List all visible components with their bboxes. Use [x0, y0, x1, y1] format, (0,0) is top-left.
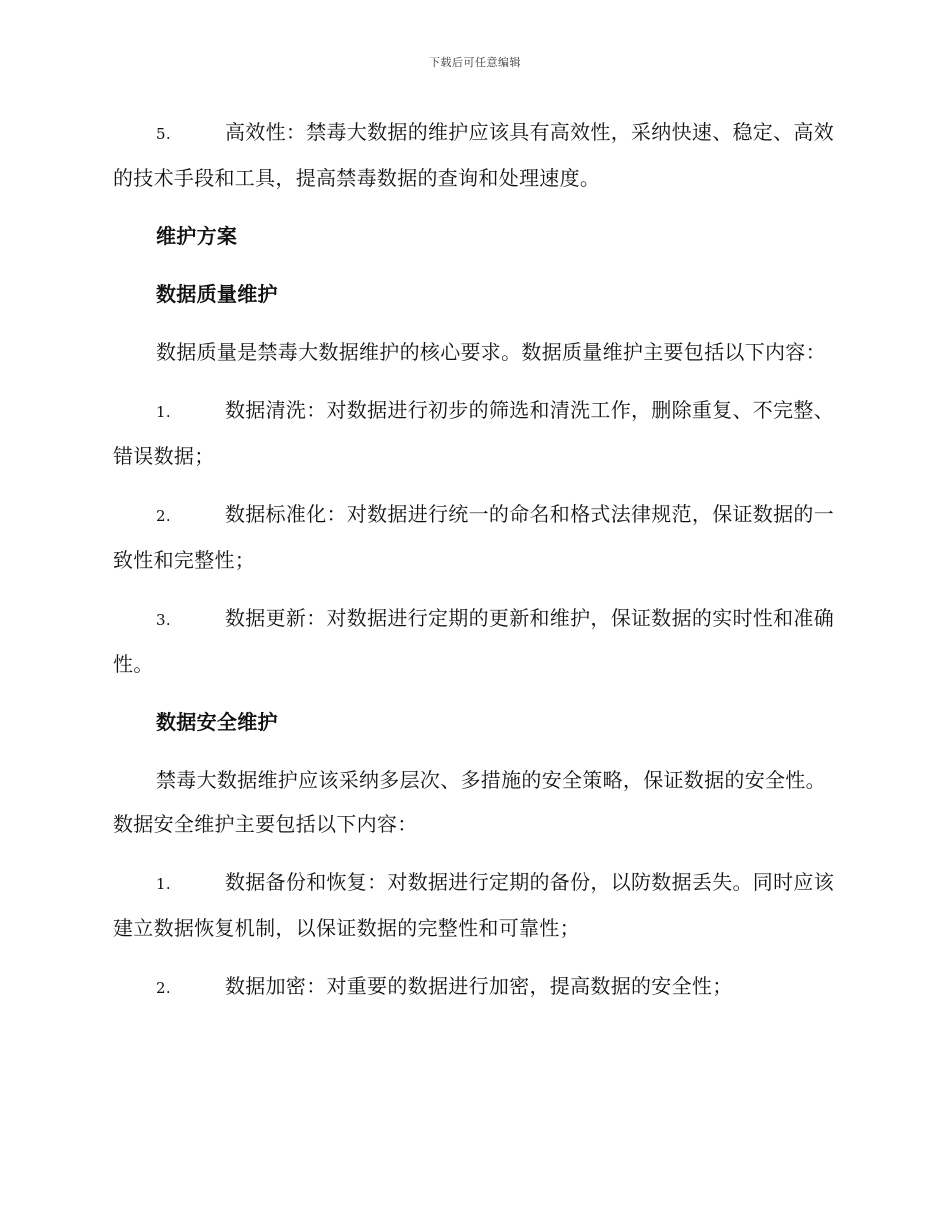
list-text: 数据清洗：对数据进行初步的筛选和清洗工作，删除重复、不完整、错误数据； — [113, 398, 834, 468]
list-text: 数据备份和恢复：对数据进行定期的备份，以防数据丢失。同时应该建立数据恢复机制，以保证数据的完整性和可靠性； — [113, 870, 834, 940]
page-header: 下载后可任意编辑 — [429, 56, 521, 69]
list-number: 2. — [156, 507, 171, 525]
list-item-data-standardization — [113, 492, 835, 582]
list-item-data-update — [113, 596, 835, 686]
list-number: 5. — [156, 125, 171, 143]
list-text: 高效性：禁毒大数据的维护应该具有高效性，采纳快速、稳定、高效的技术手段和工具，提高禁毒数据的查询和处理速度。 — [113, 120, 834, 190]
paragraph-data-security-intro: 禁毒大数据维护应该采纳多层次、多措施的安全策略，保证数据的安全性。数据安全维护主要包括以下内容： — [113, 768, 826, 836]
list-number: 1. — [156, 875, 171, 893]
list-number: 1. — [156, 403, 171, 421]
list-item-efficiency — [113, 110, 835, 200]
paragraph-data-quality-intro: 数据质量是禁毒大数据维护的核心要求。数据质量维护主要包括以下内容： — [156, 340, 826, 364]
document-body — [113, 110, 835, 1024]
list-item-data-cleaning — [113, 388, 835, 478]
list-number: 3. — [156, 611, 171, 629]
list-number: 2. — [156, 979, 171, 997]
section-heading-maintenance-plan: 维护方案 — [156, 224, 238, 248]
list-text: 数据更新：对数据进行定期的更新和维护，保证数据的实时性和准确性。 — [113, 606, 834, 676]
list-text: 数据加密：对重要的数据进行加密，提高数据的安全性； — [225, 974, 733, 998]
section-heading-data-quality: 数据质量维护 — [156, 282, 278, 306]
list-item-data-backup — [113, 860, 835, 950]
list-text: 数据标准化：对数据进行统一的命名和格式法律规范，保证数据的一致性和完整性； — [113, 502, 834, 572]
list-item-data-encryption — [113, 964, 835, 1010]
section-heading-data-security: 数据安全维护 — [156, 710, 278, 734]
